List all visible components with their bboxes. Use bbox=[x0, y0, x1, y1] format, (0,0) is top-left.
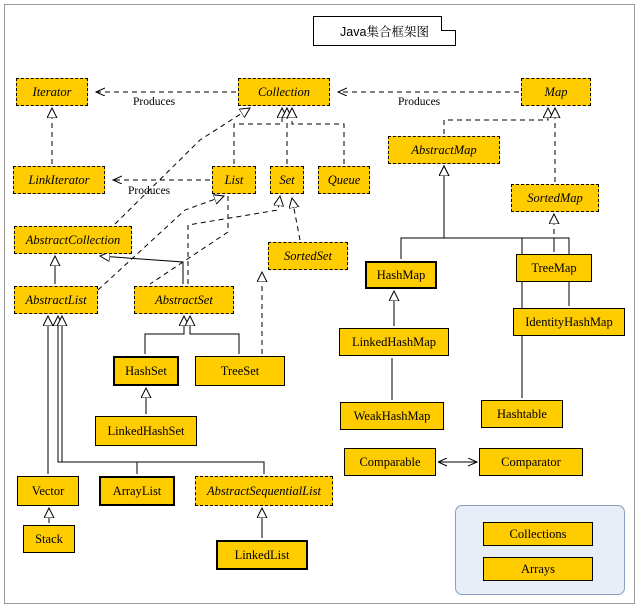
title-fold-corner bbox=[441, 16, 456, 31]
node-label: Arrays bbox=[520, 561, 555, 576]
node-weakhashmap[interactable] bbox=[340, 402, 444, 430]
node-label: AbstractSequentialList bbox=[207, 483, 321, 498]
edge-label-produces: Produces bbox=[398, 96, 441, 108]
node-label: Iterator bbox=[32, 84, 72, 99]
node-label: Hashtable bbox=[497, 406, 547, 421]
node-label: AbstractCollection bbox=[25, 232, 121, 247]
node-label: IdentityHashMap bbox=[525, 314, 613, 329]
diagram-title bbox=[313, 16, 456, 46]
node-label: HashMap bbox=[376, 267, 426, 282]
node-list[interactable] bbox=[212, 166, 256, 194]
node-abstractcollection[interactable] bbox=[14, 226, 132, 254]
node-label: AbstractMap bbox=[411, 142, 477, 157]
node-sortedmap[interactable] bbox=[511, 184, 599, 212]
node-abstractmap[interactable] bbox=[388, 136, 500, 164]
node-arraylist[interactable] bbox=[99, 476, 175, 506]
node-abstractset[interactable] bbox=[134, 286, 234, 314]
node-iterator[interactable] bbox=[16, 78, 88, 106]
node-abstractlist[interactable] bbox=[14, 286, 98, 314]
node-set[interactable] bbox=[270, 166, 304, 194]
node-label: Stack bbox=[35, 531, 63, 546]
node-label: Comparable bbox=[359, 454, 421, 469]
node-label: List bbox=[224, 172, 244, 187]
edge-label-produces: Produces bbox=[133, 96, 176, 108]
utility-classes-panel bbox=[455, 505, 625, 595]
node-label: Queue bbox=[327, 172, 361, 187]
node-label: Collections bbox=[509, 526, 567, 541]
node-comparator[interactable] bbox=[479, 448, 583, 476]
node-collection[interactable] bbox=[238, 78, 330, 106]
node-label: LinkedList bbox=[234, 547, 290, 562]
node-label: HashSet bbox=[125, 363, 167, 378]
node-label: Comparator bbox=[501, 454, 561, 469]
node-label: ArrayList bbox=[112, 483, 162, 498]
node-vector[interactable] bbox=[17, 476, 79, 506]
node-collections[interactable] bbox=[483, 522, 593, 546]
diagram-title-text: Java集合框架图 bbox=[340, 25, 429, 39]
node-hashset[interactable] bbox=[113, 356, 179, 386]
node-arrays[interactable] bbox=[483, 557, 593, 581]
node-label: LinkIterator bbox=[28, 172, 90, 187]
node-label: Collection bbox=[257, 84, 311, 99]
node-linkiterator[interactable] bbox=[13, 166, 105, 194]
node-label: Vector bbox=[31, 483, 65, 498]
node-label: Set bbox=[279, 172, 295, 187]
node-stack[interactable] bbox=[23, 525, 75, 553]
node-treeset[interactable] bbox=[195, 356, 285, 386]
node-linkedhashset[interactable] bbox=[95, 416, 197, 446]
node-hashtable[interactable] bbox=[481, 400, 563, 428]
node-identityhashmap[interactable] bbox=[513, 308, 625, 336]
node-label: WeakHashMap bbox=[353, 408, 431, 423]
node-linkedhashmap[interactable] bbox=[339, 328, 449, 356]
edge-label-produces: Produces bbox=[128, 185, 171, 197]
node-abstractsequentiallist[interactable] bbox=[195, 476, 333, 506]
node-label: SortedMap bbox=[527, 190, 583, 205]
node-label: AbstractSet bbox=[155, 292, 213, 307]
node-label: Map bbox=[544, 84, 568, 99]
node-label: TreeSet bbox=[220, 363, 260, 378]
node-label: LinkedHashSet bbox=[107, 423, 185, 438]
node-label: AbstractList bbox=[25, 292, 87, 307]
node-sortedset[interactable] bbox=[268, 242, 348, 270]
node-queue[interactable] bbox=[318, 166, 370, 194]
node-label: LinkedHashMap bbox=[351, 334, 436, 349]
node-label: SortedSet bbox=[284, 248, 332, 263]
node-label: TreeMap bbox=[531, 260, 577, 275]
node-treemap[interactable] bbox=[516, 254, 592, 282]
node-comparable[interactable] bbox=[344, 448, 436, 476]
node-map[interactable] bbox=[521, 78, 591, 106]
node-hashmap[interactable] bbox=[365, 261, 437, 289]
node-linkedlist[interactable] bbox=[216, 540, 308, 570]
